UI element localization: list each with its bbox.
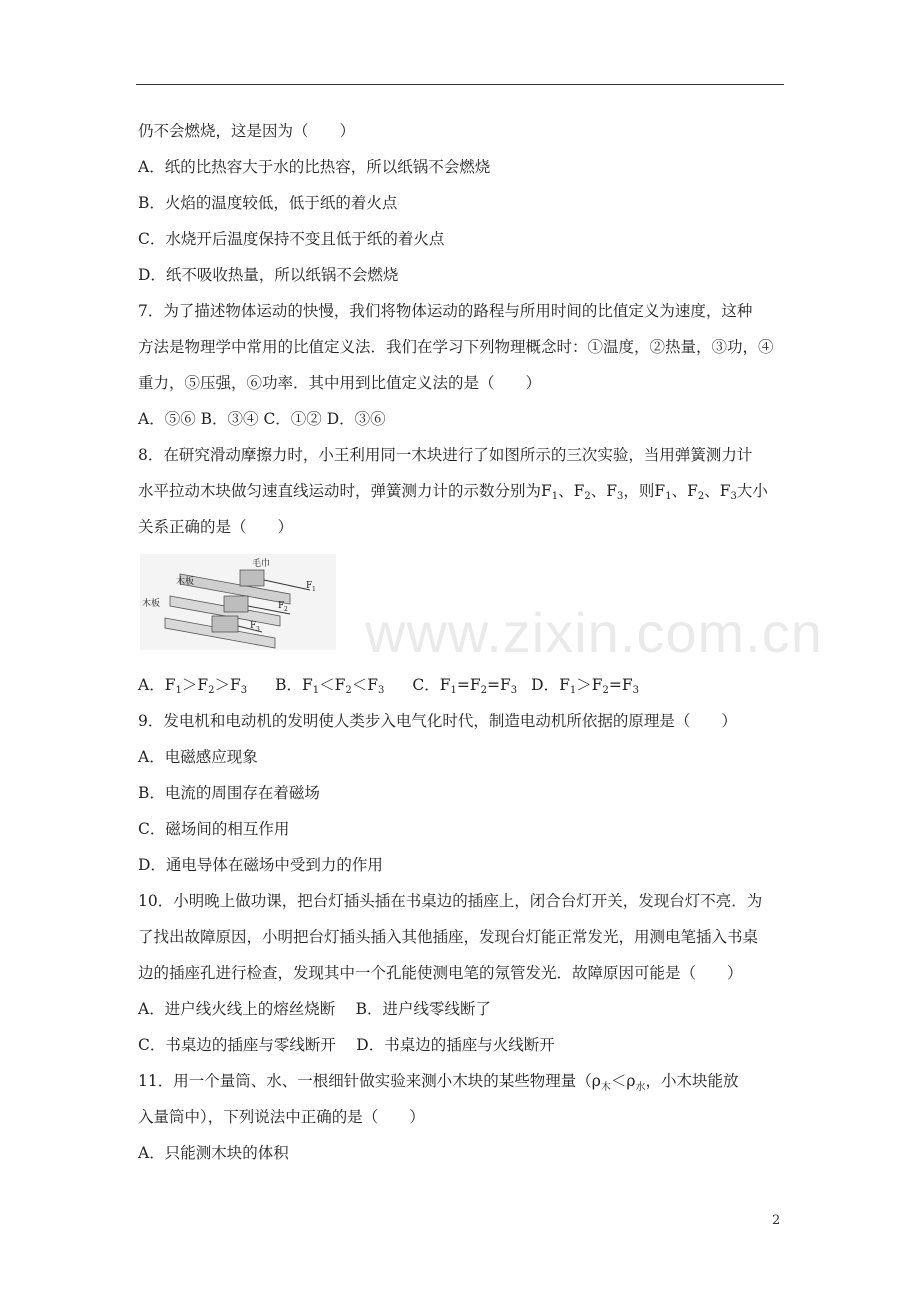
q11-line-1: 11．用一个量筒、水、一根细针做实验来测小木块的某些物理量（$\rho_木<\rho_水$，小木块能放 bbox=[138, 1072, 739, 1093]
q9-line-1: 9．发电机和电动机的发明使人类步入电气化时代，制造电动机所依据的原理是（ ） bbox=[138, 712, 737, 730]
q9-option-a: A．电磁感应现象 bbox=[138, 748, 258, 766]
q8-line-1: 8．在研究滑动摩擦力时，小王利用同一木块进行了如图所示的三次实验，当用弹簧测力计 bbox=[138, 446, 753, 464]
q10-line-3: 边的插座孔进行检查，发现其中一个孔能使测电笔的氖管发光．故障原因可能是（ ） bbox=[138, 964, 743, 982]
q7-line-1: 7．为了描述物体运动的快慢，我们将物体运动的路程与所用时间的比值定义为速度，这种 bbox=[138, 302, 753, 320]
board-label-1: 木板 bbox=[176, 577, 195, 587]
q10-line-2: 了找出故障原因，小明把台灯插头插入其他插座，发现台灯能正常发光，用测电笔插入书桌 bbox=[138, 928, 759, 946]
f2-label: F bbox=[278, 601, 285, 611]
f2-subscript: 2 bbox=[284, 606, 288, 613]
f1-label: F bbox=[306, 581, 313, 591]
watermark: www.zixin.com.cn bbox=[365, 601, 823, 664]
q9-option-b: B．电流的周围存在着磁场 bbox=[138, 784, 320, 802]
q10-line-1: 10．小明晚上做功课，把台灯插头插在书桌边的插座上，闭合台灯开关，发现台灯不亮．为 bbox=[138, 892, 763, 910]
q7-line-2: 方法是物理学中常用的比值定义法．我们在学习下列物理概念时：①温度，②热量，③功，④ bbox=[138, 338, 774, 356]
q10-options-ab: A．进户线火线上的熔丝烧断 B．进户线零线断了 bbox=[138, 1000, 492, 1018]
q8-line-2: 水平拉动木块做匀速直线运动时，弹簧测力计的示数分别为$F_1$、$F_2$、$F_3$，则$F_1$、$F_2$、$F_3$大小 bbox=[138, 482, 768, 502]
header-rule bbox=[136, 84, 784, 85]
q6-option-a: A．纸的比热容大于水的比热容，所以纸锅不会燃烧 bbox=[138, 158, 491, 176]
q9-option-c: C．磁场间的相互作用 bbox=[138, 820, 290, 838]
friction-experiment-figure bbox=[140, 554, 336, 650]
q8-line-3: 关系正确的是（ ） bbox=[138, 518, 294, 536]
f3-label: F bbox=[250, 621, 257, 631]
q6-continuation: 仍不会燃烧，这是因为（ ） bbox=[138, 122, 356, 140]
q11-option-a: A．只能测木块的体积 bbox=[138, 1144, 289, 1162]
q11-line-2: 入量筒中），下列说法中正确的是（ ） bbox=[138, 1108, 425, 1126]
board-label-2: 木板 bbox=[142, 599, 161, 609]
f1-subscript: 1 bbox=[312, 586, 316, 593]
q8-options: A．$F_1>F_2>F_3$ B．$F_1<F_2<F_3$ C．$F_1=F_2=F_3$ D．$F_1>F_2=F_3$ bbox=[138, 676, 639, 696]
f3-subscript: 3 bbox=[256, 626, 260, 633]
towel-label: 毛巾 bbox=[252, 559, 271, 569]
q7-line-3: 重力，⑤压强，⑥功率．其中用到比值定义法的是（ ） bbox=[138, 374, 542, 392]
q9-option-d: D．通电导体在磁场中受到力的作用 bbox=[138, 856, 383, 874]
page-number: 2 bbox=[772, 1213, 781, 1228]
q6-option-c: C．水烧开后温度保持不变且低于纸的着火点 bbox=[138, 230, 445, 248]
q6-option-b: B．火焰的温度较低，低于纸的着火点 bbox=[138, 194, 398, 212]
q10-options-cd: C．书桌边的插座与零线断开 D．书桌边的插座与火线断开 bbox=[138, 1036, 555, 1054]
q6-option-d: D．纸不吸收热量，所以纸锅不会燃烧 bbox=[138, 266, 399, 284]
q7-options: A．⑤⑥ B．③④ C．①② D．③⑥ bbox=[138, 410, 386, 428]
